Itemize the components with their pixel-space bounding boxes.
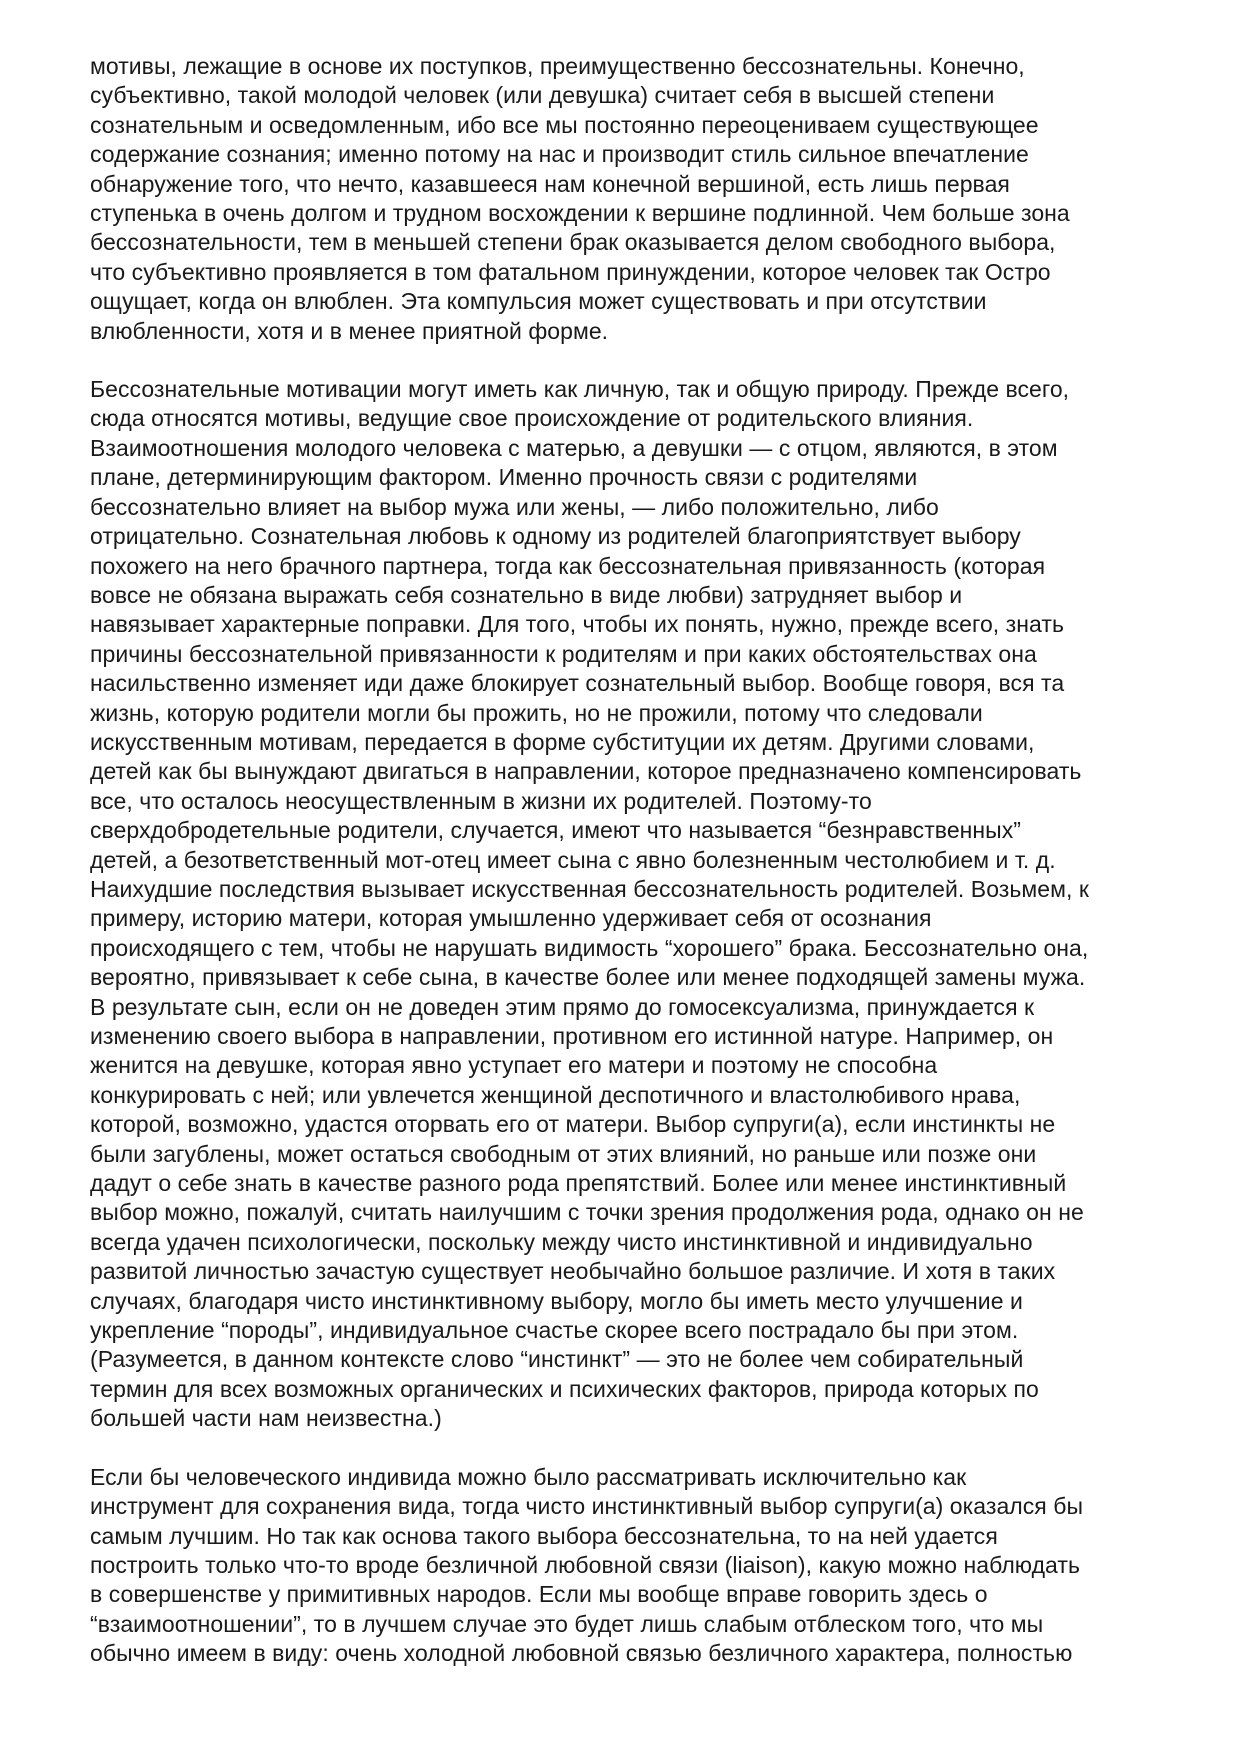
paragraph-2: Бессознательные мотивации могут иметь как личную, так и общую природу. Прежде всего, сюда относятся мотивы, ведущие свое происхождение от родительского влияния. Взаимоотношения молодого человека с матерью, а девушки — с отцом, являются, в этом плане, детерминирующим фактором. Именно прочность связи с родителями бессознательно влияет на выбор мужа или жены, — либо положительно, либо отрицательно. Сознательная любовь к одному из родителей благоприятствует выбору похожего на него брачного партнера, тогда как бессознательная привязанность (которая вовсе не обязана выражать себя сознательно в виде любви) затрудняет выбор и навязывает характерные поправки. Для того, чтобы их понять, нужно, прежде всего, знать причины бессознательной привязанности к родителям и при каких обстоятельствах она насильственно изменяет иди даже блокирует сознательный выбор. Вообще говоря, вся та жизнь, которую родители могли бы прожить, но не прожили, потому что следовали искусственным мотивам, передается в форме субституции их детям. Другими словами, детей как бы вынуждают двигаться в направлении, которое предназначено компенсировать все, что осталось неосуществленным в жизни их родителей. Поэтому-то сверхдобродетельные родители, случается, имеют что называется “безнравственных” детей, а безответственный мот-отец имеет сына с явно болезненным честолюбием и т. д. Наихудшие последствия вызывает искусственная бессознательность родителей. Возьмем, к примеру, историю матери, которая умышленно удерживает себя от осознания происходящего с тем, чтобы не нарушать видимость “хорошего” брака. Бессознательно она, вероятно, привязывает к себе сына, в качестве более или менее подходящей замены мужа. В результате сын, если он не доведен этим прямо до гомосексуализма, принуждается к изменению своего выбора в направлении, противном его истинной натуре. Например, он женится на девушке, которая явно уступает его матери и поэтому не способна конкурировать с ней; или увлечется женщиной деспотичного и властолюбивого нрава, которой, возможно, удастся оторвать его от матери. Выбор супруги(а), если инстинкты не были загублены, может остаться свободным от этих влияний, но раньше или позже они дадут о себе знать в качестве разного рода препятствий. Более или менее инстинктивный выбор можно, пожалуй, считать наилучшим с точки зрения продолжения рода, однако он не всегда удачен психологически, поскольку между чисто инстинктивной и индивидуально развитой личностью зачастую существует необычайно большое различие. И хотя в таких случаях, благодаря чисто инстинктивному выбору, могло бы иметь место улучшение и укрепление “породы”, индивидуальное счастье скорее всего пострадало бы при этом. (Разумеется, в данном контексте слово “инстинкт” — это не более чем собирательный термин для всех возможных органических и психических факторов, природа которых по большей части нам неизвестна.) [90, 376, 1089, 1432]
document-body [90, 52, 1170, 1669]
paragraph-1: мотивы, лежащие в основе их поступков, преимущественно бессознательны. Конечно, субъективно, такой молодой человек (или девушка) считает себя в высшей степени сознательным и осведомленным, ибо все мы постоянно переоцениваем существующее содержание сознания; именно потому на нас и производит стиль сильное впечатление обнаружение того, что нечто, казавшееся нам конечной вершиной, есть лишь первая ступенька в очень долгом и трудном восхождении к вершине подлинной. Чем больше зона бессознательности, тем в меньшей степени брак оказывается делом свободного выбора, что субъективно проявляется в том фатальном принуждении, которое человек так Остро ощущает, когда он влюблен. Эта компульсия может существовать и при отсутствии влюбленности, хотя и в менее приятной форме. [90, 53, 1070, 344]
paragraph-3: Если бы человеческого индивида можно было рассматривать исключительно как инструмент для сохранения вида, тогда чисто инстинктивный выбор супруги(а) оказался бы самым лучшим. Но так как основа такого выбора бессознательна, то на ней удается построить только что-то вроде безличной любовной связи (liaison), какую можно наблюдать в совершенстве у примитивных народов. Если мы вообще вправе говорить здесь о “взаимоотношении”, то в лучшем случае это будет лишь слабым отблеском того, что мы обычно имеем в виду: очень холодной любовной связью безличного характера, полностью [90, 1463, 1084, 1667]
